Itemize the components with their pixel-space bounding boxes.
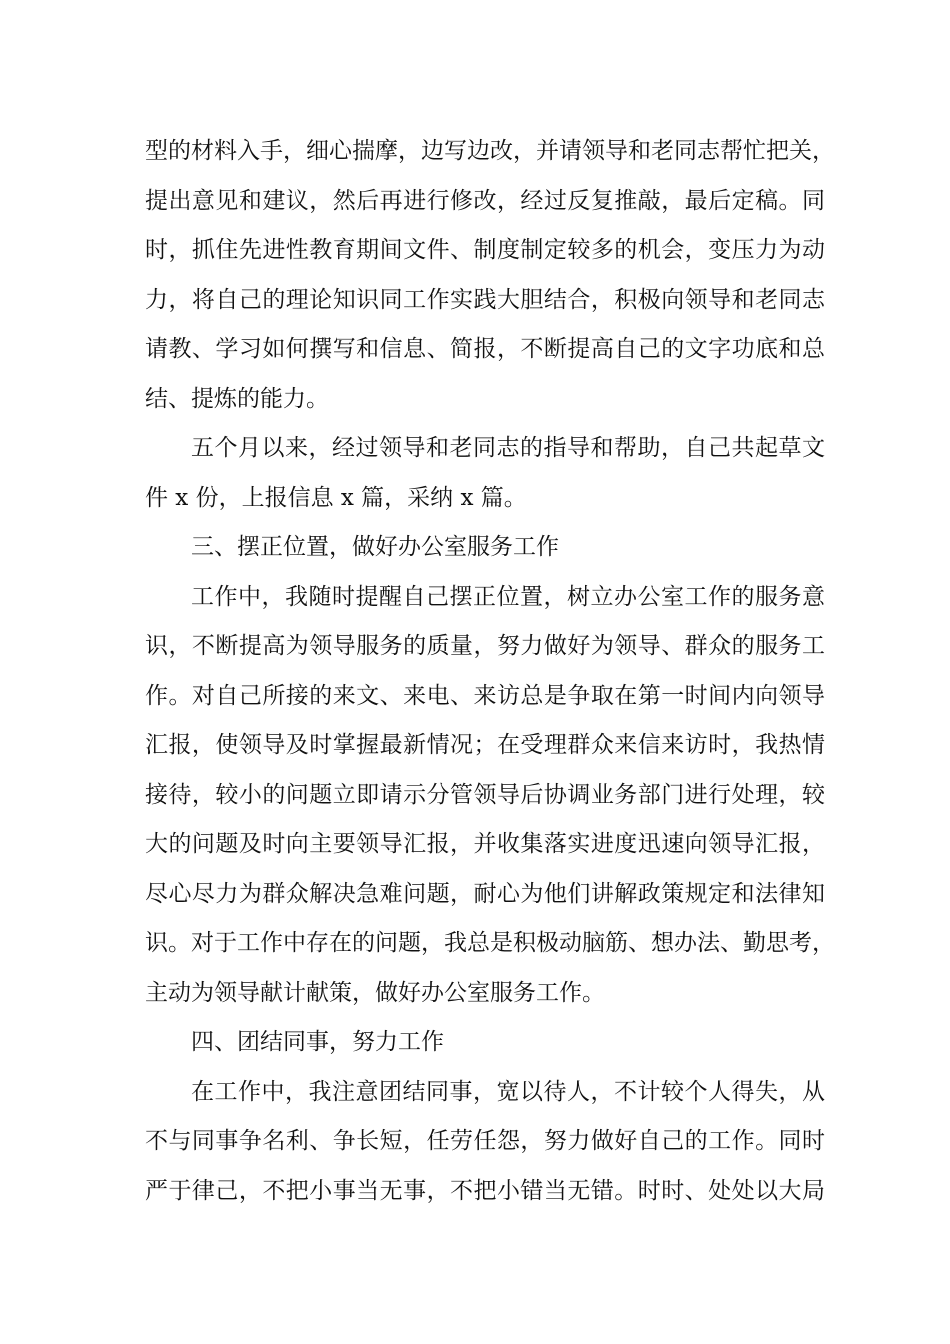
text-line: 不与同事争名利、争长短，任劳任怨，努力做好自己的工作。同时 xyxy=(145,1128,825,1154)
text-line: 力，将自己的理论知识同工作实践大胆结合，积极向领导和老同志 xyxy=(145,286,825,313)
paragraph-first-line: 在工作中，我注意团结同事，宽以待人，不计较个人得失，从 xyxy=(191,1078,825,1105)
text-line: 型的材料入手，细心揣摩，边写边改，并请领导和老同志帮忙把关， xyxy=(145,138,835,164)
text-line: 大的问题及时向主要领导汇报，并收集落实进度迅速向领导汇报， xyxy=(145,831,825,857)
text-line: 提出意见和建议，然后再进行修改，经过反复推敲，最后定稿。同 xyxy=(145,187,825,214)
text-line: 作。对自己所接的来文、来电、来访总是争取在第一时间内向领导 xyxy=(145,682,825,709)
text-line: 请教、学习如何撰写和信息、简报，不断提高自己的文字功底和总 xyxy=(145,336,825,362)
paragraph-first-line: 工作中，我随时提醒自己摆正位置，树立办公室工作的服务意 xyxy=(191,583,825,610)
text-line: 接待，较小的问题立即请示分管领导后协调业务部门进行处理，较 xyxy=(145,781,825,808)
text-line: 识。对于工作中存在的问题，我总是积极动脑筋、想办法、勤思考， xyxy=(145,930,835,956)
text-line: 件 x 份，上报信息 x 篇，采纳 x 篇。 xyxy=(145,484,527,511)
text-line: 严于律己，不把小事当无事，不把小错当无错。时时、处处以大局 xyxy=(145,1177,825,1204)
paragraph-first-line: 四、团结同事，努力工作 xyxy=(191,1029,444,1055)
paragraph-first-line: 三、摆正位置，做好办公室服务工作 xyxy=(191,534,559,560)
text-line: 识，不断提高为领导服务的质量，努力做好为领导、群众的服务工 xyxy=(145,633,825,659)
text-line: 结、提炼的能力。 xyxy=(145,385,329,412)
text-line: 尽心尽力为群众解决急难问题，耐心为他们讲解政策规定和法律知 xyxy=(145,880,825,907)
text-line: 汇报，使领导及时掌握最新情况；在受理群众来信来访时，我热情 xyxy=(145,732,825,758)
body-text xyxy=(145,127,835,1216)
text-line: 主动为领导献计献策，做好办公室服务工作。 xyxy=(145,979,605,1006)
paragraph-first-line: 五个月以来，经过领导和老同志的指导和帮助，自己共起草文 xyxy=(191,435,825,461)
text-line: 时，抓住先进性教育期间文件、制度制定较多的机会，变压力为动 xyxy=(145,237,825,263)
